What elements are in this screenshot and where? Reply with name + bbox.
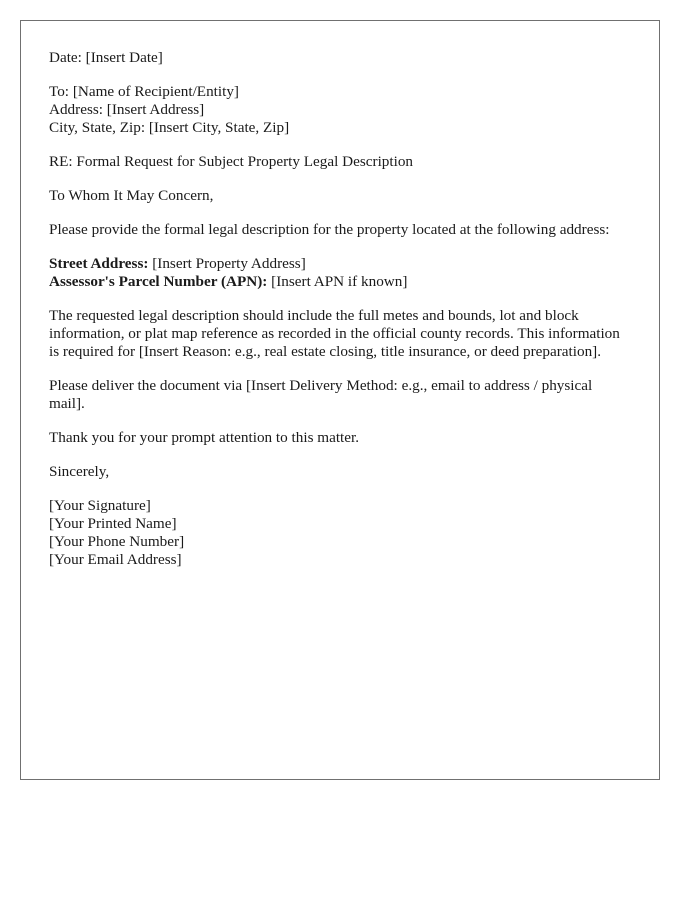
street-address-value: [Insert Property Address] [148,255,306,272]
street-address-label: Street Address: [49,255,149,272]
intro-paragraph: Please provide the formal legal description for the property located at the following address: [49,221,610,238]
date-block [49,49,631,67]
closing: Sincerely, [49,463,110,480]
thanks-line: Thank you for your prompt attention to this matter. [49,429,360,446]
email-line: [Your Email Address] [49,551,182,568]
subject-line: RE: Formal Request for Subject Property Legal Description [49,153,414,170]
phone-line: [Your Phone Number] [49,533,185,550]
street-address-line [49,255,631,273]
intro-block [49,221,631,239]
subject-block [49,153,631,171]
property-block [49,255,631,291]
printed-name-line: [Your Printed Name] [49,515,177,532]
thanks-block [49,429,631,447]
recipient-address-line: Address: [Insert Address] [49,101,205,118]
closing-block [49,463,631,481]
apn-value: [Insert APN if known] [267,273,408,290]
signature-block [49,497,631,569]
salutation-block [49,187,631,205]
date-line: Date: [Insert Date] [49,49,163,66]
details-paragraph: The requested legal description should include the full metes and bounds, lot and block information, or plat map reference as recorded in the official county records. This information is required for [Insert Reason: e.g., real estate closing, title insurance, or deed preparation]. [49,307,620,360]
letter-page [20,20,660,780]
signature-line: [Your Signature] [49,497,151,514]
delivery-paragraph: Please deliver the document via [Insert Delivery Method: e.g., email to address / physical mail]. [49,377,593,412]
delivery-block [49,377,631,413]
apn-label: Assessor's Parcel Number (APN): [49,273,268,290]
apn-line [49,273,631,291]
recipient-to-line: To: [Name of Recipient/Entity] [49,83,239,100]
recipient-block [49,83,631,137]
salutation: To Whom It May Concern, [49,187,214,204]
details-block [49,307,631,361]
recipient-city-line: City, State, Zip: [Insert City, State, Zip] [49,119,290,136]
